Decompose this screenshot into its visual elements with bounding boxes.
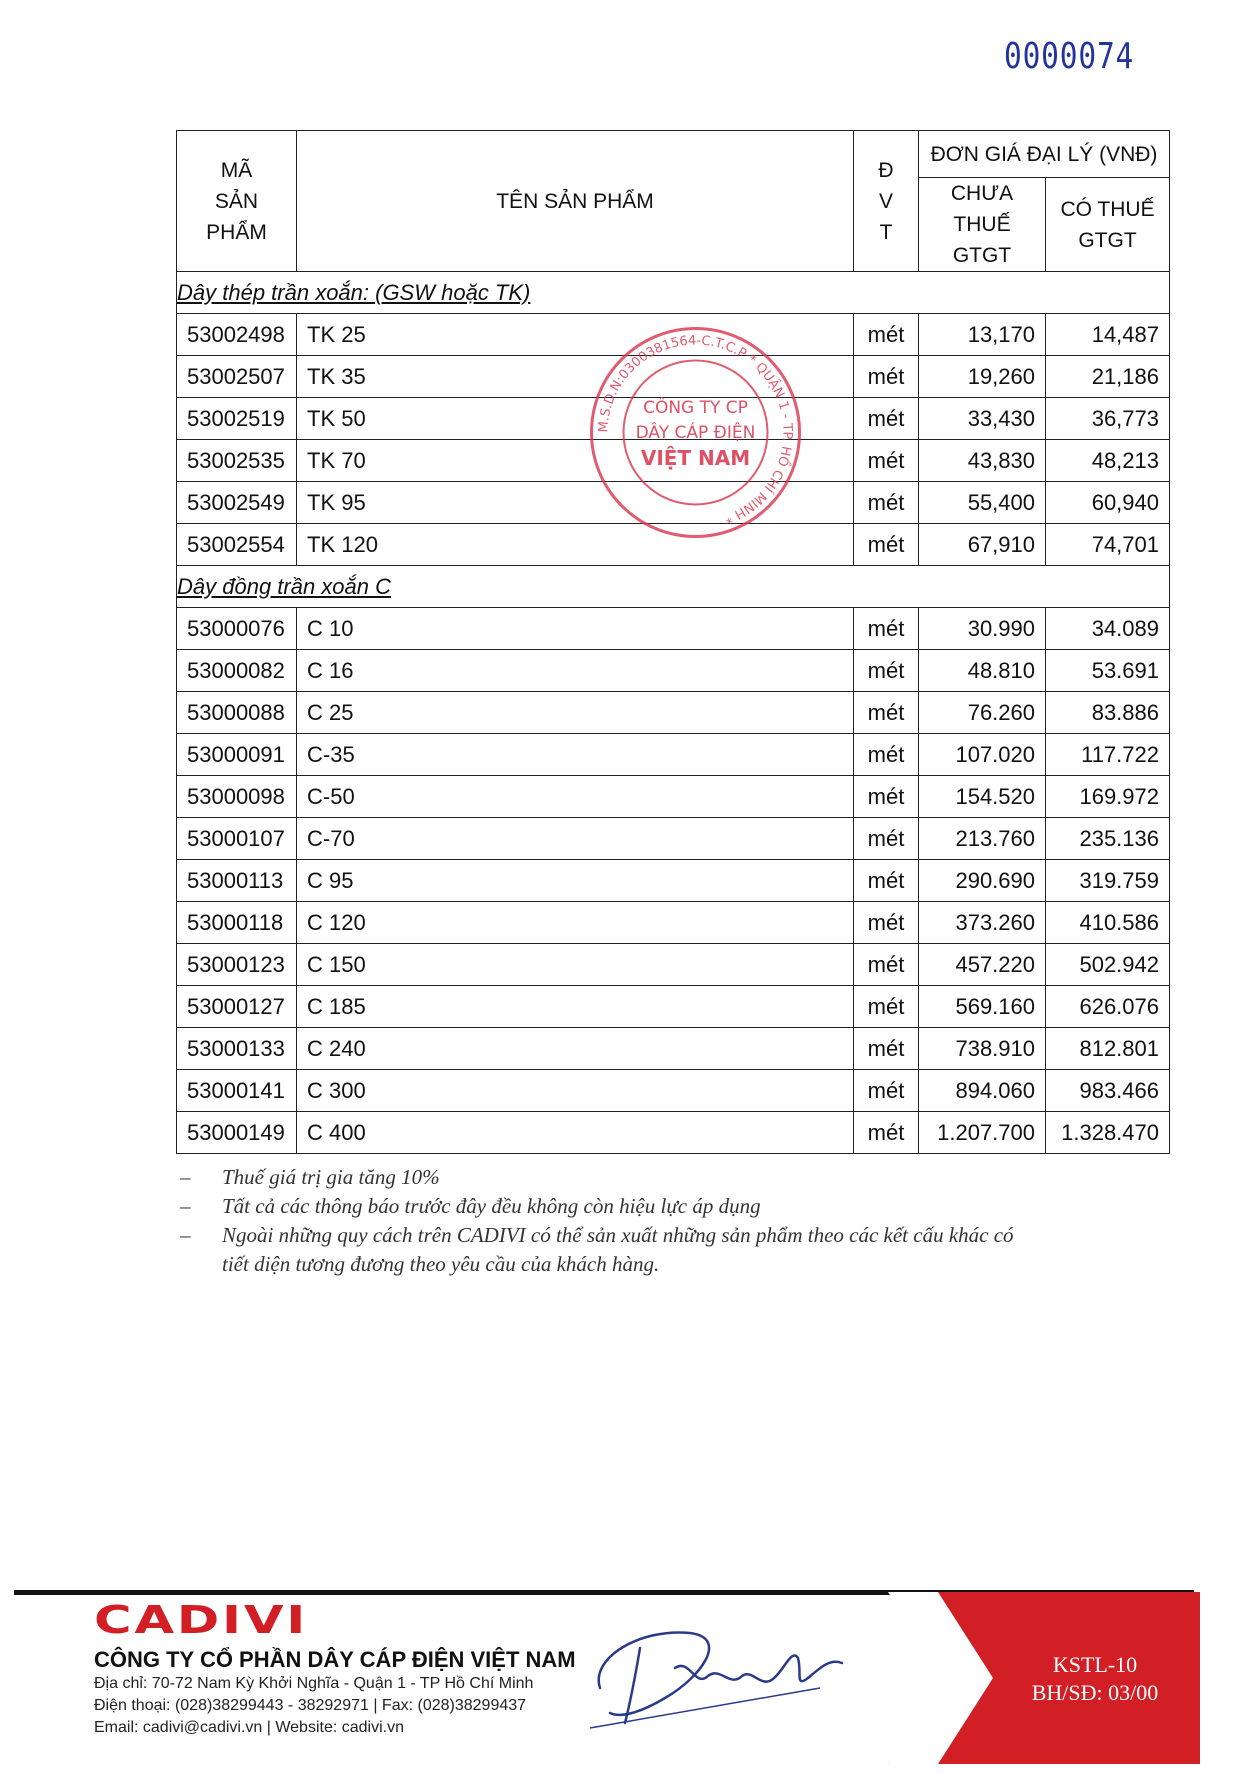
unit: mét bbox=[854, 1112, 919, 1154]
price-pre-tax: 457.220 bbox=[919, 944, 1046, 986]
product-name: C 240 bbox=[297, 1028, 854, 1070]
price-with-tax: 626.076 bbox=[1046, 986, 1170, 1028]
table-row bbox=[177, 650, 1170, 692]
price-pre-tax: 43,830 bbox=[919, 440, 1046, 482]
table-row bbox=[177, 608, 1170, 650]
company-seal bbox=[588, 325, 803, 540]
product-name: C 10 bbox=[297, 608, 854, 650]
unit: mét bbox=[854, 986, 919, 1028]
note-custom-1: – Ngoài những quy cách trên CADIVI có thể sản xuất những sản phẩm theo các kết cấu khác có bbox=[180, 1223, 1014, 1247]
unit: mét bbox=[854, 314, 919, 356]
note-vat: – Thuế giá trị gia tăng 10% bbox=[180, 1165, 440, 1189]
unit: mét bbox=[854, 482, 919, 524]
product-name: C 185 bbox=[297, 986, 854, 1028]
table-row bbox=[177, 944, 1170, 986]
price-with-tax: 48,213 bbox=[1046, 440, 1170, 482]
seal-line-2: DÂY CÁP ĐIỆN bbox=[635, 423, 756, 443]
price-with-tax: 983.466 bbox=[1046, 1070, 1170, 1112]
table-row bbox=[177, 1028, 1170, 1070]
product-name: C 120 bbox=[297, 902, 854, 944]
product-code: 53000098 bbox=[177, 776, 297, 818]
seal-ring-text: M.S.D.N:0300381564-C.T.C.P * QUẬN 1 - TP. HỒ CHÍ MINH * bbox=[596, 333, 795, 527]
price-pre-tax: 107.020 bbox=[919, 734, 1046, 776]
product-name: TK 50 bbox=[297, 398, 854, 440]
product-code: 53000149 bbox=[177, 1112, 297, 1154]
product-name: C-35 bbox=[297, 734, 854, 776]
table-row bbox=[177, 734, 1170, 776]
cadivi-logo: CADIVI bbox=[94, 1598, 309, 1642]
unit: mét bbox=[854, 1028, 919, 1070]
table-row bbox=[177, 1070, 1170, 1112]
unit: mét bbox=[854, 440, 919, 482]
header-code: MÃ SẢN PHẨM bbox=[177, 131, 297, 272]
product-code: 53000088 bbox=[177, 692, 297, 734]
table-row bbox=[177, 776, 1170, 818]
header-price-group: ĐƠN GIÁ ĐẠI LÝ (VNĐ) bbox=[919, 131, 1170, 178]
product-name: C 300 bbox=[297, 1070, 854, 1112]
unit: mét bbox=[854, 818, 919, 860]
price-with-tax: 74,701 bbox=[1046, 524, 1170, 566]
price-pre-tax: 13,170 bbox=[919, 314, 1046, 356]
price-pre-tax: 19,260 bbox=[919, 356, 1046, 398]
unit: mét bbox=[854, 356, 919, 398]
note-custom-2: tiết diện tương đương theo yêu cầu của khách hàng. bbox=[222, 1252, 660, 1276]
product-code: 53000123 bbox=[177, 944, 297, 986]
price-with-tax: 34.089 bbox=[1046, 608, 1170, 650]
price-pre-tax: 1.207.700 bbox=[919, 1112, 1046, 1154]
table-row bbox=[177, 692, 1170, 734]
unit: mét bbox=[854, 734, 919, 776]
table-row bbox=[177, 818, 1170, 860]
section-header-row bbox=[177, 566, 1170, 608]
table-row bbox=[177, 902, 1170, 944]
price-with-tax: 83.886 bbox=[1046, 692, 1170, 734]
header-with-tax: CÓ THUẾ GTGT bbox=[1046, 178, 1170, 272]
price-with-tax: 1.328.470 bbox=[1046, 1112, 1170, 1154]
product-code: 53002535 bbox=[177, 440, 297, 482]
price-with-tax: 319.759 bbox=[1046, 860, 1170, 902]
product-code: 53002507 bbox=[177, 356, 297, 398]
price-table bbox=[176, 130, 1170, 1154]
price-pre-tax: 738.910 bbox=[919, 1028, 1046, 1070]
product-code: 53000091 bbox=[177, 734, 297, 776]
company-email: Email: cadivi@cadivi.vn | Website: cadivi.vn bbox=[94, 1719, 404, 1736]
unit: mét bbox=[854, 608, 919, 650]
footer-red-banner bbox=[888, 1592, 1200, 1764]
product-name: TK 95 bbox=[297, 482, 854, 524]
unit: mét bbox=[854, 650, 919, 692]
price-pre-tax: 30.990 bbox=[919, 608, 1046, 650]
product-name: TK 25 bbox=[297, 314, 854, 356]
section-header-row bbox=[177, 272, 1170, 314]
company-name: CÔNG TY CỔ PHẦN DÂY CÁP ĐIỆN VIỆT NAM bbox=[94, 1647, 576, 1672]
product-code: 53000107 bbox=[177, 818, 297, 860]
product-code: 53002498 bbox=[177, 314, 297, 356]
product-code: 53000113 bbox=[177, 860, 297, 902]
company-phone: Điện thoại: (028)38299443 - 38292971 | Fax: (028)38299437 bbox=[94, 1697, 527, 1714]
product-code: 53000118 bbox=[177, 902, 297, 944]
price-pre-tax: 290.690 bbox=[919, 860, 1046, 902]
price-pre-tax: 48.810 bbox=[919, 650, 1046, 692]
product-code: 53002549 bbox=[177, 482, 297, 524]
price-pre-tax: 213.760 bbox=[919, 818, 1046, 860]
header-pre-tax: CHƯA THUẾ GTGT bbox=[919, 178, 1046, 272]
price-with-tax: 21,186 bbox=[1046, 356, 1170, 398]
product-name: TK 35 bbox=[297, 356, 854, 398]
unit: mét bbox=[854, 902, 919, 944]
seal-line-1: CÔNG TY CP bbox=[643, 398, 748, 418]
product-name: C-50 bbox=[297, 776, 854, 818]
product-name: C-70 bbox=[297, 818, 854, 860]
unit: mét bbox=[854, 692, 919, 734]
document-serial-number: 0000074 bbox=[1004, 36, 1135, 77]
section-title: Dây đồng trần xoắn C bbox=[177, 566, 1170, 608]
notes bbox=[180, 1163, 1014, 1279]
form-code: KSTL-10 bbox=[1052, 1652, 1138, 1677]
product-code: 53002519 bbox=[177, 398, 297, 440]
price-pre-tax: 894.060 bbox=[919, 1070, 1046, 1112]
product-name: C 25 bbox=[297, 692, 854, 734]
product-code: 53000127 bbox=[177, 986, 297, 1028]
price-pre-tax: 33,430 bbox=[919, 398, 1046, 440]
price-pre-tax: 55,400 bbox=[919, 482, 1046, 524]
product-code: 53002554 bbox=[177, 524, 297, 566]
price-pre-tax: 569.160 bbox=[919, 986, 1046, 1028]
price-with-tax: 53.691 bbox=[1046, 650, 1170, 692]
note-validity: – Tất cả các thông báo trước đây đều không còn hiệu lực áp dụng bbox=[180, 1194, 761, 1218]
price-with-tax: 14,487 bbox=[1046, 314, 1170, 356]
price-with-tax: 117.722 bbox=[1046, 734, 1170, 776]
product-name: C 150 bbox=[297, 944, 854, 986]
price-pre-tax: 373.260 bbox=[919, 902, 1046, 944]
unit: mét bbox=[854, 524, 919, 566]
form-revision: BH/SĐ: 03/00 bbox=[1031, 1680, 1159, 1705]
table-row bbox=[177, 860, 1170, 902]
product-code: 53000141 bbox=[177, 1070, 297, 1112]
product-name: C 400 bbox=[297, 1112, 854, 1154]
unit: mét bbox=[854, 860, 919, 902]
product-name: TK 70 bbox=[297, 440, 854, 482]
signature bbox=[580, 1618, 880, 1738]
price-with-tax: 60,940 bbox=[1046, 482, 1170, 524]
price-with-tax: 502.942 bbox=[1046, 944, 1170, 986]
price-with-tax: 36,773 bbox=[1046, 398, 1170, 440]
product-name: TK 120 bbox=[297, 524, 854, 566]
price-pre-tax: 76.260 bbox=[919, 692, 1046, 734]
price-pre-tax: 67,910 bbox=[919, 524, 1046, 566]
product-code: 53000076 bbox=[177, 608, 297, 650]
product-code: 53000133 bbox=[177, 1028, 297, 1070]
unit: mét bbox=[854, 776, 919, 818]
price-with-tax: 812.801 bbox=[1046, 1028, 1170, 1070]
unit: mét bbox=[854, 398, 919, 440]
price-pre-tax: 154.520 bbox=[919, 776, 1046, 818]
product-name: C 95 bbox=[297, 860, 854, 902]
price-with-tax: 169.972 bbox=[1046, 776, 1170, 818]
seal-line-3: VIỆT NAM bbox=[640, 446, 751, 470]
price-with-tax: 410.586 bbox=[1046, 902, 1170, 944]
table-row bbox=[177, 986, 1170, 1028]
product-code: 53000082 bbox=[177, 650, 297, 692]
header-name: TÊN SẢN PHẨM bbox=[297, 131, 854, 272]
product-name: C 16 bbox=[297, 650, 854, 692]
unit: mét bbox=[854, 1070, 919, 1112]
table-row bbox=[177, 1112, 1170, 1154]
unit: mét bbox=[854, 944, 919, 986]
header-unit: Đ V T bbox=[854, 131, 919, 272]
price-with-tax: 235.136 bbox=[1046, 818, 1170, 860]
section-title: Dây thép trần xoắn: (GSW hoặc TK) bbox=[177, 272, 1170, 314]
company-address: Địa chỉ: 70-72 Nam Kỳ Khởi Nghĩa - Quận 1 - TP Hồ Chí Minh bbox=[94, 1675, 534, 1692]
